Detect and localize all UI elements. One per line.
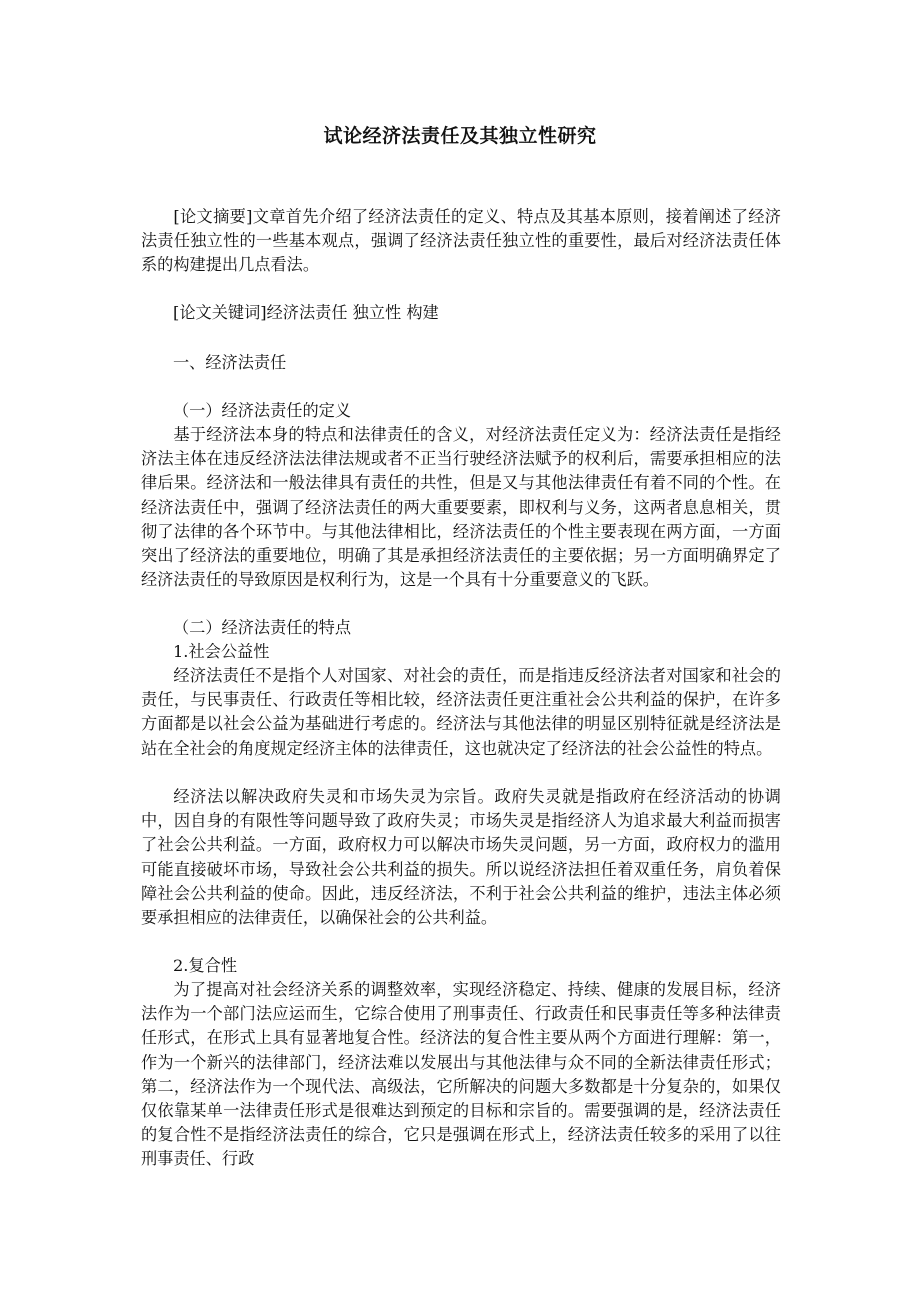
definition-paragraph: 基于经济法本身的特点和法律责任的含义，对经济法责任定义为：经济法责任是指经济法主体在违反经济法法律法规或者不正当行驶经济法赋予的权利后，需要承担相应的法律后果。经济法和一般法律具有责任的共性，但是又与其他法律责任有着不同的个性。在经济法责任中，强调了经济法责任的两大重要要素，即权利与义务，这两者息息相关，贯彻了法律的各个环节中。与其他法律相比，经济法责任的个性主要表现在两方面，一方面突出了经济法的重要地位，明确了其是承担经济法责任的主要依据；另一方面明确界定了经济法责任的导致原因是权利行为，这是一个具有十分重要意义的飞跃。 <box>141 425 781 590</box>
abstract-paragraph: [论文摘要]文章首先介绍了经济法责任的定义、特点及其基本原则，接着阐述了经济法责任独立性的一些基本观点，强调了经济法责任独立性的重要性，最后对经济法责任体系的构建提出几点看法。 <box>141 207 781 275</box>
document-title: 试论经济法责任及其独立性研究 <box>323 125 597 147</box>
public-interest-paragraph-1: 经济法责任不是指个人对国家、对社会的责任，而是指违反经济法者对国家和社会的责任，与民事责任、行政责任等相比较，经济法责任更注重社会公共利益的保护，在许多方面都是以社会公益为基础进行考虑的。经济法与其他法律的明显区别特征就是经济法是站在全社会的角度规定经济主体的法律责任，这也就决定了经济法的社会公益性的特点。 <box>141 666 781 758</box>
subsection-heading-definition: （一）经济法责任的定义 <box>173 401 352 420</box>
section-heading: 一、经济法责任 <box>173 353 287 372</box>
point-heading-composite: 2.复合性 <box>173 956 238 975</box>
composite-paragraph: 为了提高对社会经济关系的调整效率，实现经济稳定、持续、健康的发展目标，经济法作为一个部门法应运而生，它综合使用了刑事责任、行政责任和民事责任等多种法律责任形式，在形式上具有显著地复合性。经济法的复合性主要从两个方面进行理解：第一，作为一个新兴的法律部门，经济法难以发展出与其他法律与众不同的全新法律责任形式；第二，经济法作为一个现代法、高级法，它所解决的问题大多数都是十分复杂的，如果仅仅依靠某单一法律责任形式是很难达到预定的目标和宗旨的。需要强调的是，经济法责任的复合性不是指经济法责任的综合，它只是强调在形式上，经济法责任较多的采用了以往刑事责任、行政 <box>141 980 781 1169</box>
public-interest-paragraph-2: 经济法以解决政府失灵和市场失灵为宗旨。政府失灵就是指政府在经济活动的协调中，因自身的有限性等问题导致了政府失灵；市场失灵是指经济人为追求最大利益而损害了社会公共利益。一方面，政府权力可以解决市场失灵问题，另一方面，政府权力的滥用可能直接破坏市场，导致社会公共利益的损失。所以说经济法担任着双重任务，肩负着保障社会公共利益的使命。因此，违反经济法，不利于社会公共利益的维护，违法主体必须要承担相应的法律责任，以确保社会的公共利益。 <box>141 787 781 928</box>
subsection-heading-features: （二）经济法责任的特点 <box>173 618 352 637</box>
keywords-line: [论文关键词]经济法责任 独立性 构建 <box>173 303 439 322</box>
point-heading-public-interest: 1.社会公益性 <box>173 642 270 661</box>
